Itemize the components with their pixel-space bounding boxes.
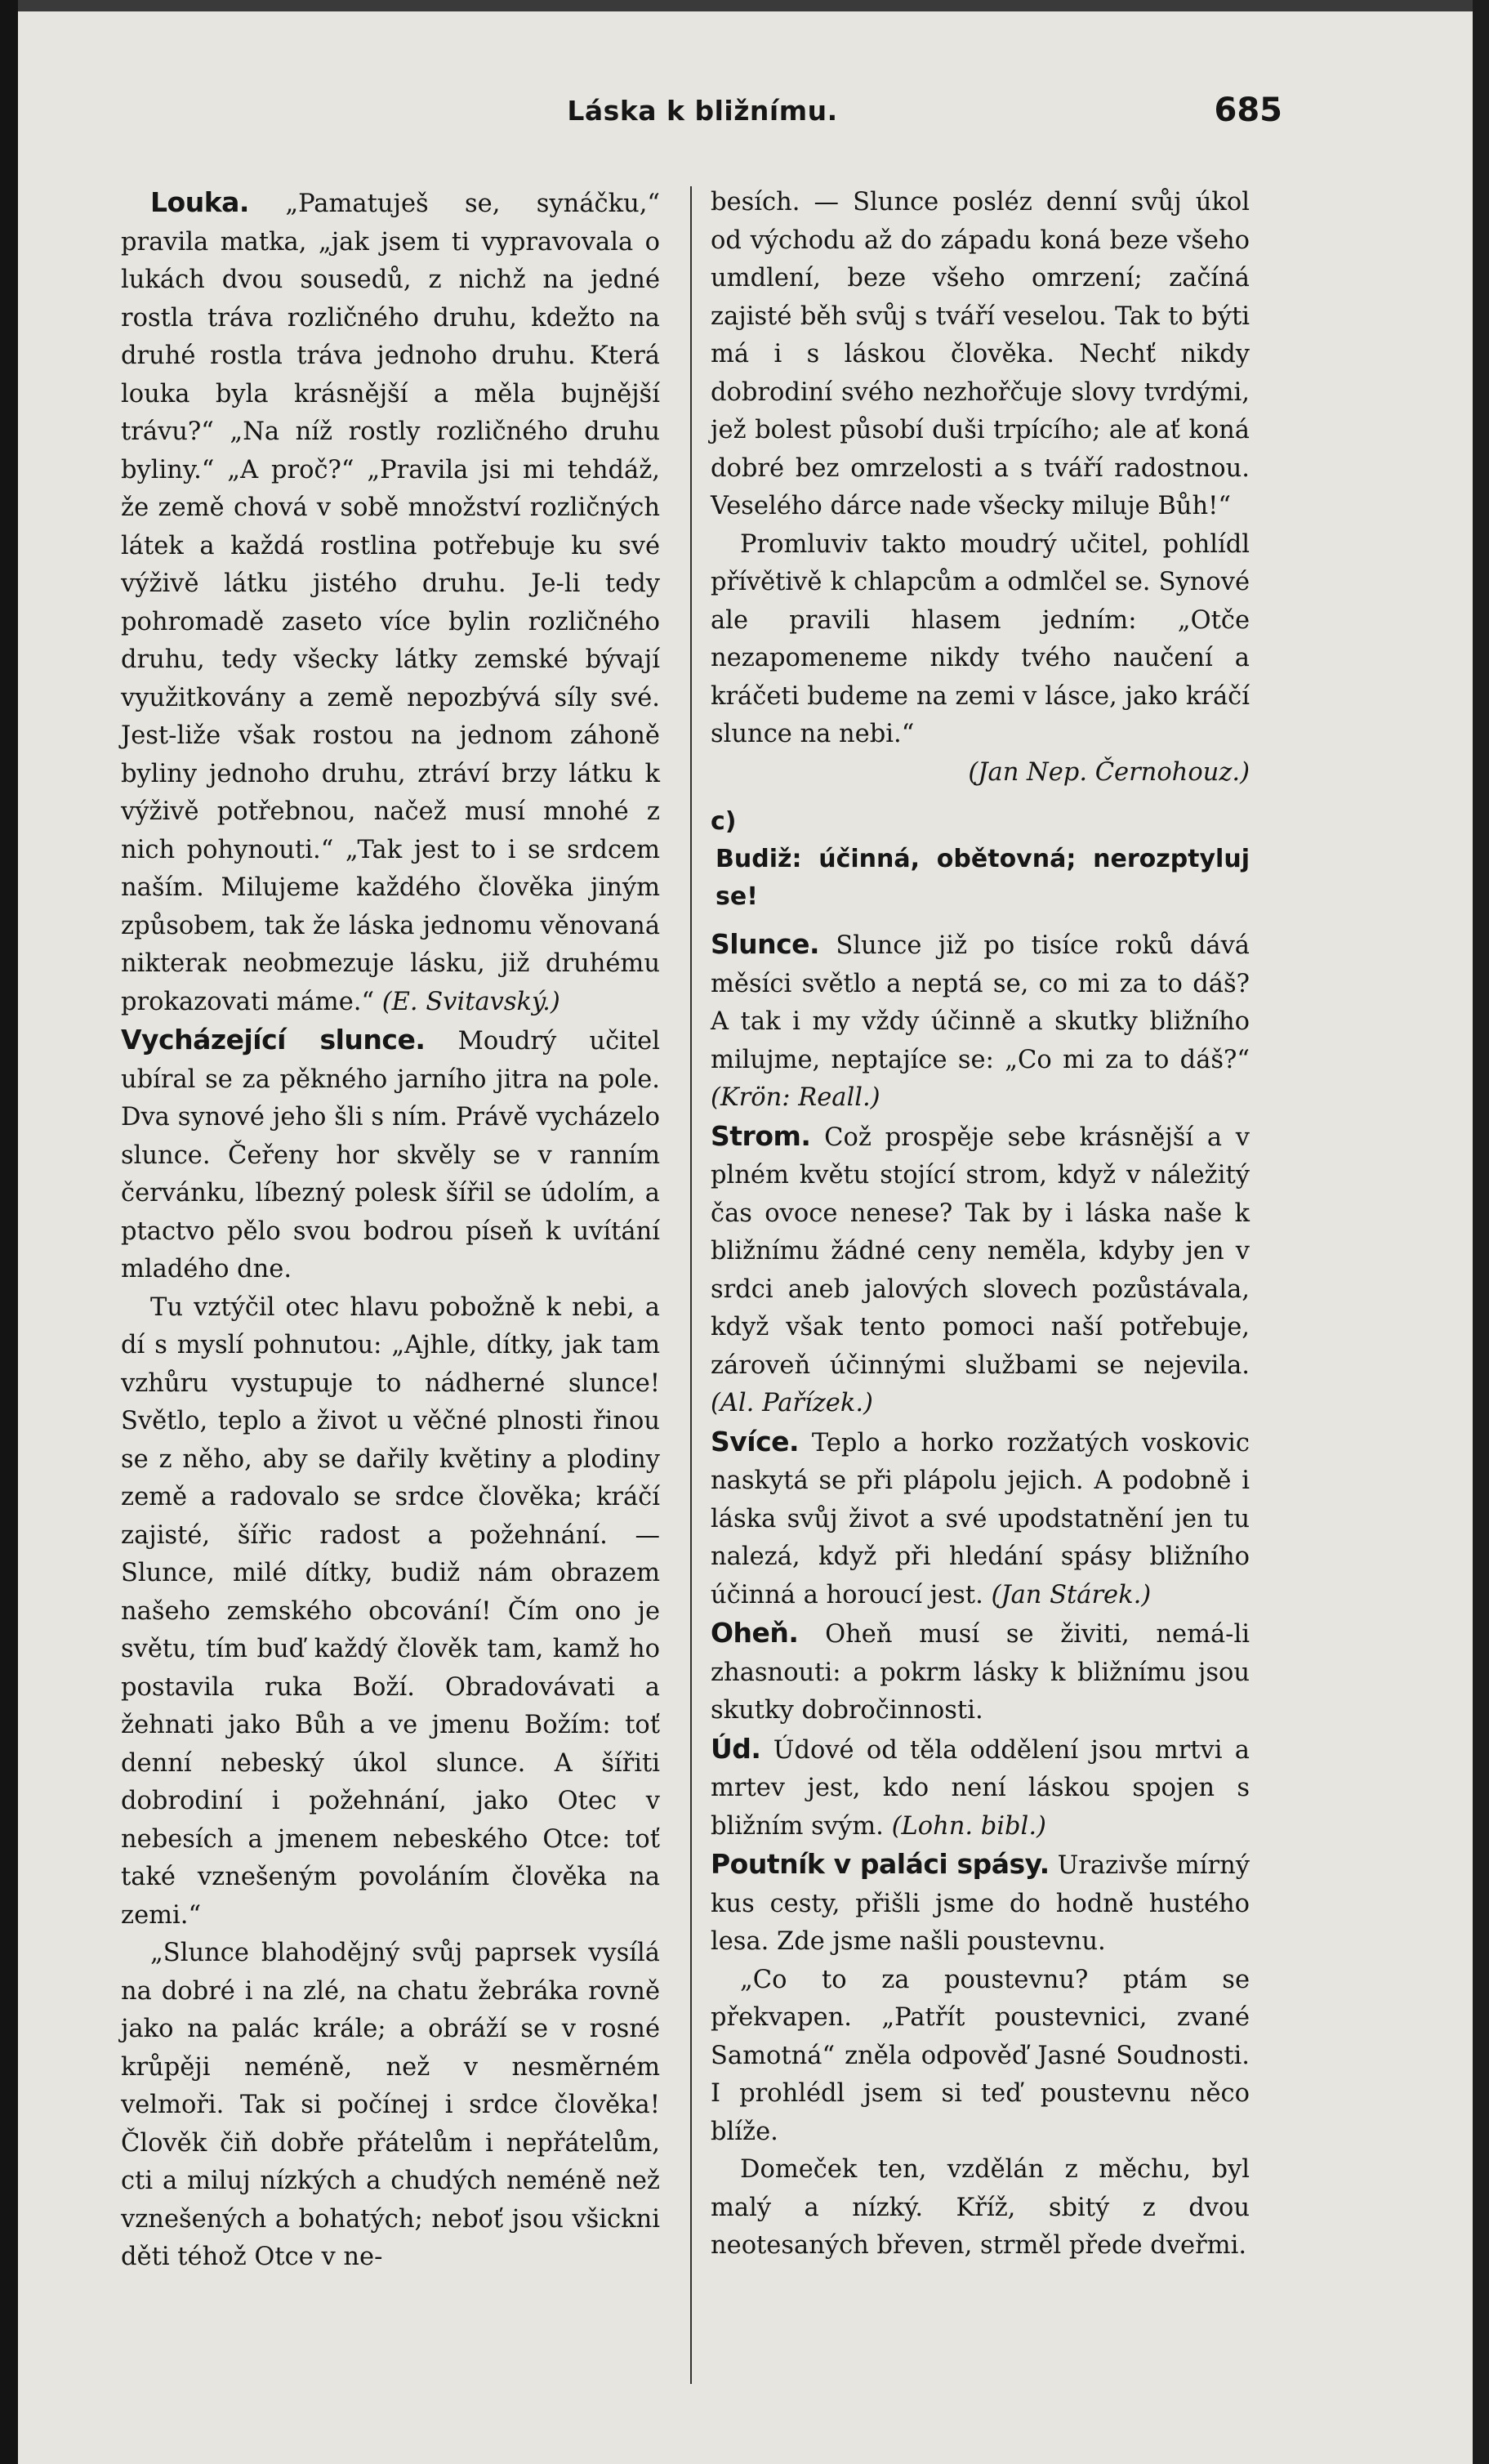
entry-source: (E. Svitavský.) (381, 987, 560, 1016)
paragraph-source-line (711, 754, 1250, 792)
scan-right-edge (1473, 0, 1489, 2464)
paragraph: Promluviv takto moudrý učitel, pohlídl přívětivě k chlapcům a odmlčel se. Synové ale pravili hlasem jedním: „Otče nezapomeneme nikdy tvého naučení a kráčeti budeme na zemi v lásce, jako kráčí slunce na nebi.“ (711, 529, 1250, 748)
page-number: 685 (1214, 92, 1282, 129)
entry-source: (Jan Nep. Černohouz.) (968, 757, 1250, 787)
entry-body: Moudrý učitel ubíral se za pěkného jarního jitra na pole. Dva synové jeho šli s ním. Právě vycházelo slunce. Čeřeny hor skvěly se v ranním červánku, líbezný polesk šířil se údolím, a ptactvo pělo svou bodrou píseň k uvítání mladého dne. (121, 1027, 660, 1283)
paragraph: „Co to za poustevnu? ptám se překvapen. „Patřít poustevnici, zvané Samotná“ zněla odpověď Jasné Soudnosti. I prohlédl jsem si teď poustevnu něco blíže. (711, 1965, 1250, 2146)
entry (711, 1614, 1250, 1730)
entry (711, 1423, 1250, 1615)
section-title (711, 803, 1250, 916)
entry-heading: Louka. (150, 186, 249, 218)
entry-source: (Lohn. bibl.) (891, 1811, 1046, 1841)
left-column (121, 184, 660, 2277)
entry-source: (Krön: Reall.) (711, 1083, 880, 1112)
entry-body: Teplo a horko rozžatých voskovic naskytá se při plápolu jejich. A podobně i láska svůj život a své upodstatnění jen tu nalezá, když při hledání spásy bližního účinná a horoucí jest. (711, 1428, 1250, 1609)
entry-body: Oheň musí se živiti, nemá-li zhasnouti: a pokrm lásky k bližnímu jsou skutky dobročinnosti. (711, 1620, 1250, 1725)
entry-body: Což prospěje sebe krásnější a v plném květu stojící strom, když v náležitý čas ovoce nenese? Tak by i láska naše k bližnímu žádné ceny neměla, kdyby jen v srdci aneb jalových slovech pozůstávala, když však tento pomoci naší potřebuje, zároveň účinnými službami se nejevila. (711, 1123, 1250, 1380)
column-divider (690, 186, 692, 2384)
entry-source: (Jan Stárek.) (991, 1580, 1152, 1609)
entry (711, 1730, 1250, 1846)
entry-poutnik (711, 1846, 1250, 1962)
entry-heading: Strom. (711, 1119, 811, 1152)
entry (711, 926, 1250, 1118)
entry-heading: Oheň. (711, 1617, 799, 1649)
entry-body: Slunce již po tisíce roků dává měsíci světlo a neptá se, co mi za to dáš? A tak i my vždy účinně a skutky bližního milujme, neptajíce se: „Co mi za to dáš?“ (711, 931, 1250, 1074)
paragraph: Domeček ten, vzdělán z měchu, byl malý a nízký. Kříž, sbitý z dvou neotesaných břeven, strměl přede dveřmi. (711, 2155, 1250, 2260)
scan-left-edge (0, 0, 18, 2464)
entry-heading: Poutník v paláci spásy. (711, 1848, 1050, 1880)
paragraph: besích. — Slunce posléz denní svůj úkol od východu až do západu koná beze všeho umdlení, beze všeho omrzení; začíná zajisté běh svůj s tváří veselou. Tak to býti má i s láskou člověka. Nechť nikdy dobrodiní svého nezhořčuje slovy tvrdými, jež bolest působí duši trpícího; ale ať koná dobré bez omrzelosti a s tváří radostnou. Veselého dárce nade všecky miluje Bůh!“ (711, 188, 1250, 520)
entry-body: „Pamatuješ se, synáčku,“ pravila matka, „jak jsem ti vypravovala o lukách dvou sousedů, z nichž na jedné rostla tráva rozličného druhu, kdežto na druhé rostla tráva jednoho druhu. Která louka byla krásnější a měla bujnější trávu?“ „Na níž rostly rozličného druhu byliny.“ „A proč?“ „Pravila jsi mi tehdáž, že země chová v sobě množství rozličných látek a každá rostlina potřebuje ku své výživě látku jistého druhu. Je-li tedy pohromadě zaseto více bylin rozličného druhu, tedy všecky látky zemské bývají využitkovány a země nepozbývá síly své. Jest-liže však rostou na jednom záhoně byliny jednoho druhu, ztráví brzy látku k výživě potřebnou, načež musí mnohé z nich pohynouti.“ „Tak jest to i se srdcem naším. Milujeme každého člověka jiným způsobem, tak že láska jednomu věnovaná nikterak neobmezuje lásku, již druhému prokazovati máme.“ (121, 190, 661, 1016)
entry-heading: Vycházející slunce. (121, 1024, 426, 1056)
entry-body: Údové od těla oddělení jsou mrtvi a mrtev jest, kdo není láskou spojen s bližním svým. (711, 1735, 1250, 1841)
entry-source: (Al. Pařízek.) (711, 1389, 873, 1417)
paragraph: „Slunce blahodějný svůj paprsek vysílá na dobré i na zlé, na chatu žebráka rovně jako na palác krále; a obráží se v rosné krůpěji neméně, než v nesměrném velmoři. Tak si počínej i srdce člověka! Člověk čiň dobře přátelům i nepřátelům, cti a miluj nízkých a chudých neméně než vznešených a bohatých; neboť jsou všickni děti téhož Otce v ne- (121, 1939, 660, 2271)
paragraph: Tu vztýčil otec hlavu pobožně k nebi, a dí s myslí pohnutou: „Ajhle, dítky, jak tam vzhůru vystupuje to nádherné slunce! Světlo, teplo a život u věčné plnosti řinou se z něho, aby se dařily květiny a plodiny země a radovalo se srdce člověka; kráčí zajisté, šířic radost a požehnání. — Slunce, milé dítky, budiž nám obrazem našeho zemského obcování! Čím ono je světu, tím buď každý člověk tam, kamž ho postavila ruka Boží. Obradovávati a žehnati jako Bůh a ve jmenu Božím: toť denní nebeský úkol slunce. A šířiti dobrodiní i požehnání, jako Otec v nebesích a jmenem nebeského Otce: toť také vznešeným povoláním člověka na zemi.“ (121, 1292, 660, 1930)
entry-heading: Slunce. (711, 928, 820, 960)
page-header (123, 87, 1282, 144)
entry-heading: Svíce. (711, 1425, 800, 1457)
right-column (711, 184, 1250, 2265)
entry-body: Urazivše mírný kus cesty, přišli jsme do hodně hustého lesa. Zde jsme našli poustevnu. (711, 1851, 1250, 1956)
entry (711, 1118, 1250, 1423)
entry-louka (121, 184, 660, 1021)
running-title: Láska k bližnímu. (567, 95, 838, 127)
section-label: c) (711, 807, 737, 836)
entry-vychazejici (121, 1021, 660, 1289)
scan-top-edge (18, 0, 1489, 11)
section-title-text: Budiž: účinná, obětovná; nerozptyluj se! (716, 845, 1250, 911)
entry-heading: Úd. (711, 1732, 761, 1765)
